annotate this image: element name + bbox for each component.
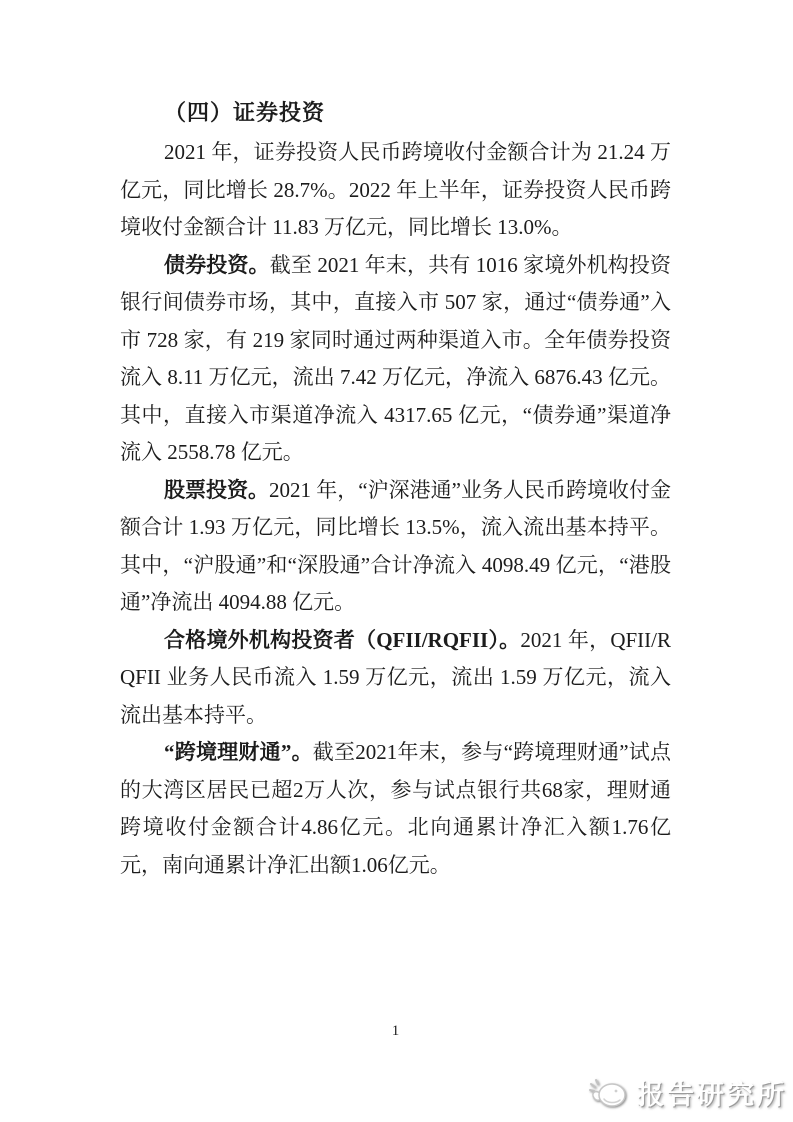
paragraph-lead: “跨境理财通”。 <box>164 740 313 764</box>
whale-logo-icon <box>587 1074 629 1112</box>
paragraph-text: 2021 年，QFII/RQFII 业务人民币流入 1.59 万亿元，流出 1.59 万亿元，流入流出基本持平。 <box>120 627 671 727</box>
watermark <box>587 1073 787 1112</box>
paragraph-cross-border-wealth <box>120 734 671 884</box>
document-body <box>120 94 671 884</box>
paragraph-lead: 债券投资。 <box>164 252 270 277</box>
paragraph-lead: 股票投资。 <box>164 477 270 502</box>
paragraph-text: 截至 2021 年末，共有 1016 家境外机构投资银行间债券市场，其中，直接入市 507 家，通过“债券通”入市 728 家，有 219 家同时通过两种渠道入市。全年债券投资流入 8.11 万亿元，流出 7.42 万亿元，净流入 6876.43 亿元。其中，直接入市渠道净流入 4317.65 亿元，“债券通”渠道净流入 2558.78 亿元。 <box>120 252 672 464</box>
page-number: 1 <box>391 1023 400 1039</box>
paragraph-stock-investment <box>120 472 671 622</box>
watermark-label: 报告研究所 <box>637 1080 787 1110</box>
section-heading: （四）证券投资 <box>164 100 326 125</box>
paragraph-bond-investment <box>120 247 671 472</box>
paragraph-text: 截至2021年末，参与“跨境理财通”试点的大湾区居民已超2万人次，参与试点银行共68家，理财通跨境收付金额合计4.86亿元。北向通累计净汇入额1.76亿元，南向通累计净汇出额1.06亿元。 <box>120 740 672 877</box>
paragraph-text: 2021 年，证券投资人民币跨境收付金额合计为 21.24 万亿元，同比增长 28.7%。2022 年上半年，证券投资人民币跨境收付金额合计 11.83 万亿元，同比增长 13.0%。 <box>120 140 671 239</box>
paragraph-qfii-rqfii <box>120 622 671 735</box>
paragraph-lead: 合格境外机构投资者（QFII/RQFII）。 <box>164 627 521 652</box>
paragraph-securities-overview <box>120 134 671 247</box>
paragraph-text: 2021 年，“沪深港通”业务人民币跨境收付金额合计 1.93 万亿元，同比增长 13.5%，流入流出基本持平。其中，“沪股通”和“深股通”合计净流入 4098.49 亿元，“港股通”净流出 4094.88 亿元。 <box>120 477 672 614</box>
